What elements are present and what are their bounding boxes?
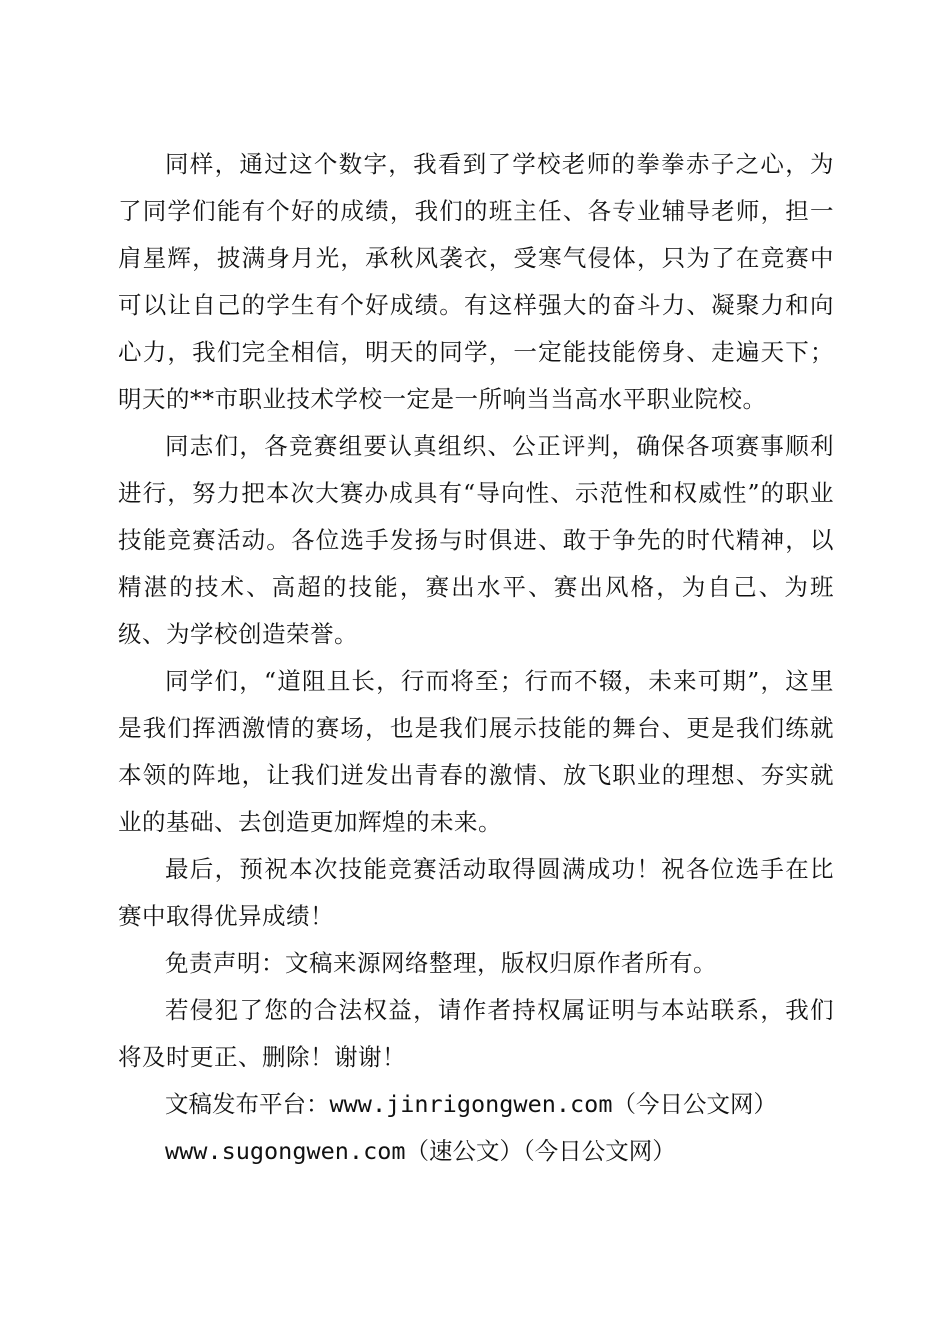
paragraph-students-encouragement: 同学们，“道阻且长，行而将至；行而不辍，未来可期”，这里是我们挥洒激情的赛场，也是我们展示技能的舞台、更是我们练就本领的阵地，让我们迸发出青春的激情、放飞职业的理想、夯实就业的基础、去创造更加辉煌的未来。: [118, 667, 834, 836]
paragraph-competition-requirements: 同志们，各竞赛组要认真组织、公正评判，确保各项赛事顺利进行，努力把本次大赛办成具有“导向性、示范性和权威性”的职业技能竞赛活动。各位选手发扬与时俱进、敢于争先的时代精神，以精湛的技术、高超的技能，赛出水平、赛出风格，为自己、为班级、为学校创造荣誉。: [118, 432, 834, 648]
publisher-url-line: www.sugongwen.com（速公文）（今日公文网）: [165, 1137, 676, 1165]
document-body: [118, 141, 834, 1175]
copyright-notice: 若侵犯了您的合法权益，请作者持权属证明与本站联系，我们将及时更正、删除！谢谢！: [118, 996, 834, 1071]
paragraph-teachers-dedication: 同样，通过这个数字，我看到了学校老师的拳拳赤子之心，为了同学们能有个好的成绩，我们的班主任、各专业辅导老师，担一肩星辉，披满身月光，承秋风袭衣，受寒气侵体，只为了在竞赛中可以让自己的学生有个好成绩。有这样强大的奋斗力、凝聚力和向心力，我们完全相信，明天的同学，一定能技能傍身、走遍天下；明天的**市职业技术学校一定是一所响当当高水平职业院校。: [118, 150, 834, 413]
disclaimer-line: 免责声明：文稿来源网络整理，版权归原作者所有。: [165, 949, 717, 977]
paragraph-closing-wishes: 最后，预祝本次技能竞赛活动取得圆满成功！祝各位选手在比赛中取得优异成绩！: [118, 855, 834, 930]
publisher-platform-line: 文稿发布平台：www.jinrigongwen.com（今日公文网）: [165, 1090, 777, 1118]
